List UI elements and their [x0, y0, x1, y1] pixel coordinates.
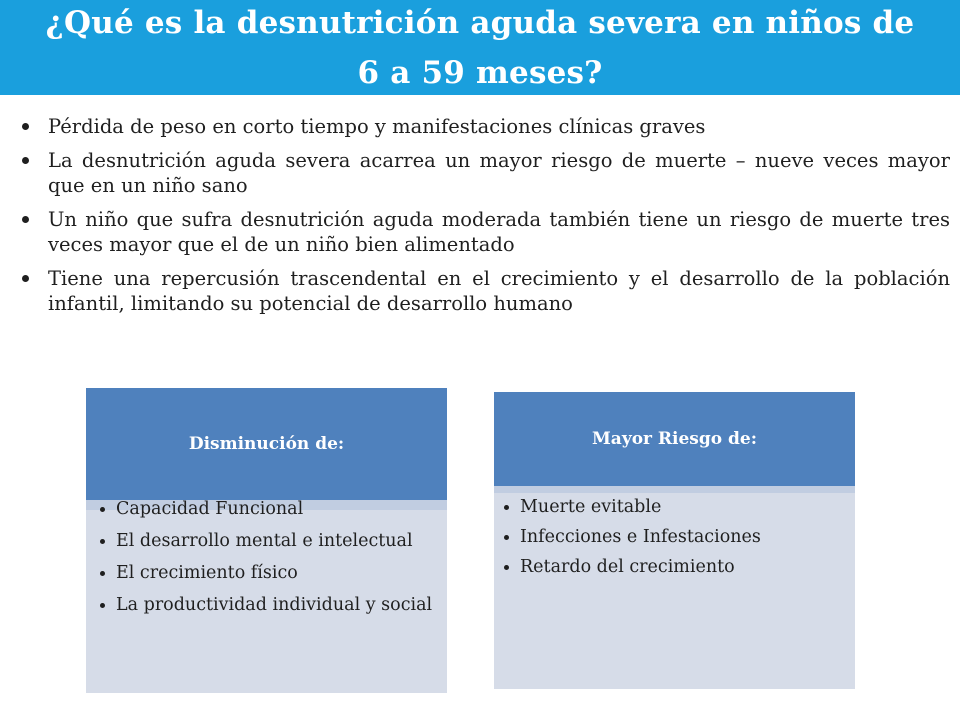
- decrease-item-text: El desarrollo mental e intelectual: [116, 531, 413, 551]
- decrease-list: [100, 498, 435, 626]
- bullet-item: [22, 148, 950, 198]
- risk-list: [504, 496, 844, 586]
- decrease-item-text: La productividad individual y social: [116, 595, 433, 615]
- risk-box-heading: Mayor Riesgo de:: [494, 392, 855, 486]
- bullet-dot-icon: [22, 275, 29, 282]
- bullet-dot-icon: [504, 505, 509, 510]
- bullet-text: Tiene una repercusión trascendental en el crecimiento y el desarrollo de la población infantil, limitando su potencial de desarrollo humano: [48, 267, 950, 315]
- bullet-text: Pérdida de peso en corto tiempo y manifestaciones clínicas graves: [48, 115, 706, 138]
- bullet-text: La desnutrición aguda severa acarrea un mayor riesgo de muerte – nueve veces mayor que en un niño sano: [48, 149, 950, 197]
- decrease-item-text: El crecimiento físico: [116, 563, 298, 583]
- risk-item: [504, 556, 844, 578]
- risk-box-divider: [494, 486, 855, 493]
- bullet-item: [22, 266, 950, 316]
- bullet-dot-icon: [100, 539, 105, 544]
- decrease-item: [100, 562, 435, 584]
- risk-item: [504, 526, 844, 548]
- slide-title: ¿Qué es la desnutrición aguda severa en niños de 6 a 59 meses?: [45, 4, 915, 91]
- bullet-dot-icon: [22, 157, 29, 164]
- decrease-item: [100, 498, 435, 520]
- bullet-text: Un niño que sufra desnutrición aguda moderada también tiene un riesgo de muerte tres veces mayor que el de un niño bien alimentado: [48, 208, 950, 256]
- bullet-dot-icon: [22, 216, 29, 223]
- bullet-item: [22, 114, 950, 139]
- bullet-dot-icon: [100, 603, 105, 608]
- decrease-item: [100, 530, 435, 552]
- bullet-item: [22, 207, 950, 257]
- risk-item-text: Retardo del crecimiento: [520, 557, 735, 577]
- decrease-box-heading: Disminución de:: [86, 388, 447, 500]
- bullet-dot-icon: [100, 507, 105, 512]
- risk-box: [494, 392, 855, 689]
- bullet-dot-icon: [504, 565, 509, 570]
- title-bar: [0, 0, 960, 95]
- bullet-dot-icon: [22, 123, 29, 130]
- decrease-box: [86, 388, 447, 693]
- bullet-dot-icon: [504, 535, 509, 540]
- risk-item-text: Infecciones e Infestaciones: [520, 527, 761, 547]
- bullet-dot-icon: [100, 571, 105, 576]
- decrease-item-text: Capacidad Funcional: [116, 499, 304, 519]
- risk-item: [504, 496, 844, 518]
- risk-item-text: Muerte evitable: [520, 497, 662, 517]
- bullet-list: [22, 114, 950, 325]
- decrease-item: [100, 594, 435, 616]
